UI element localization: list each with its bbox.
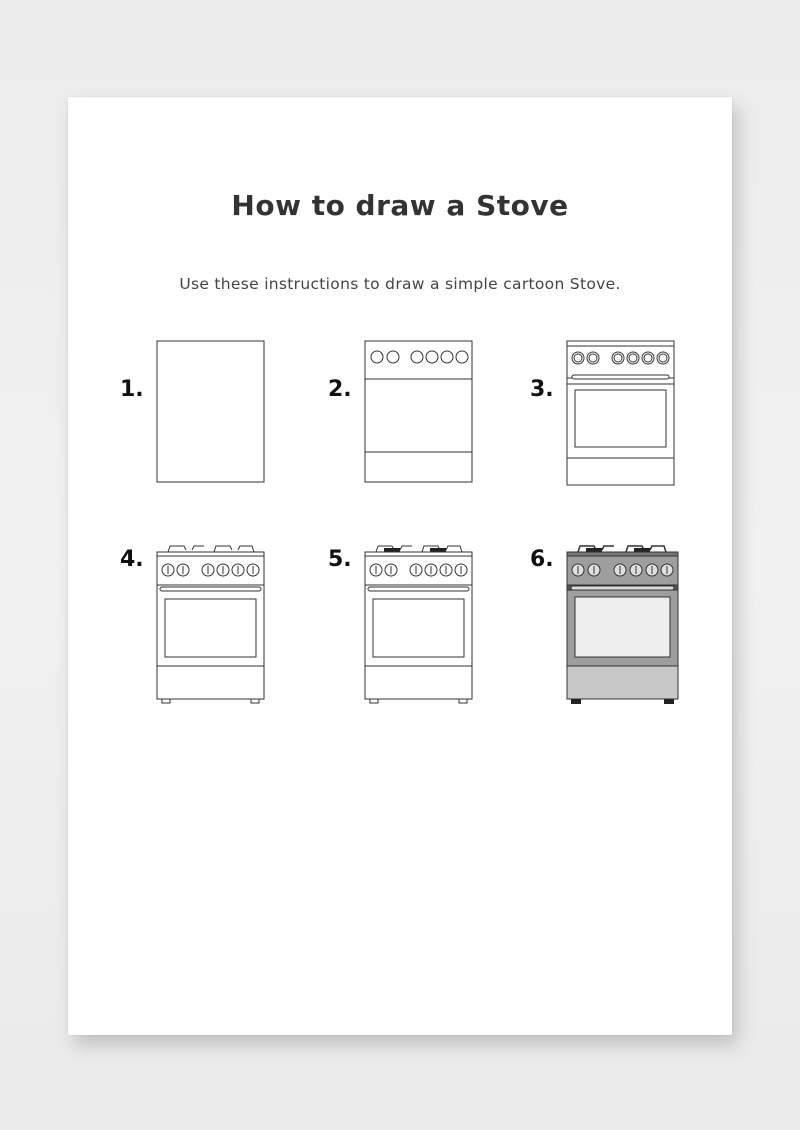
oven-window: [165, 599, 256, 657]
stove-drawing-step-4: [156, 542, 268, 704]
stove-drawing-step-5: [364, 542, 476, 704]
oven-window: [373, 599, 464, 657]
step-number: 5.: [328, 547, 352, 572]
oven-handle: [571, 586, 674, 590]
stove-foot: [571, 699, 581, 704]
stove-drawing-step-1: [156, 340, 266, 485]
worksheet-page: [68, 97, 732, 1035]
oven-handle: [368, 587, 469, 591]
step-number: 1.: [120, 377, 144, 402]
step-6: [530, 542, 740, 702]
stove-foot: [162, 699, 170, 703]
stove-foot: [370, 699, 378, 703]
step-number: 6.: [530, 547, 554, 572]
stove-body-outline: [157, 341, 264, 482]
oven-handle: [572, 375, 669, 379]
stove-drawing-step-3: [566, 340, 678, 490]
step-number: 2.: [328, 377, 352, 402]
step-1: [120, 340, 330, 500]
oven-window: [575, 390, 666, 447]
stove-foot: [664, 699, 674, 704]
stove-drawing-step-6: [566, 542, 682, 704]
page-title: How to draw a Stove: [231, 189, 569, 222]
oven-window: [575, 597, 670, 657]
oven-handle: [160, 587, 261, 591]
stove-foot: [251, 699, 259, 703]
step-3: [530, 340, 740, 500]
step-number: 4.: [120, 547, 144, 572]
step-number: 3.: [530, 377, 554, 402]
step-4: [120, 542, 330, 702]
step-5: [328, 542, 538, 702]
burner-cap: [586, 548, 602, 552]
page-subtitle: Use these instructions to draw a simple cartoon Stove.: [179, 275, 621, 293]
burner-cap: [384, 548, 400, 552]
step-2: [328, 340, 538, 500]
burner-grates: [168, 546, 254, 552]
stove-foot: [459, 699, 467, 703]
burner-cap: [634, 548, 650, 552]
burner-cap: [430, 548, 446, 552]
drawer-panel: [567, 666, 678, 699]
stove-drawing-step-2: [364, 340, 474, 485]
